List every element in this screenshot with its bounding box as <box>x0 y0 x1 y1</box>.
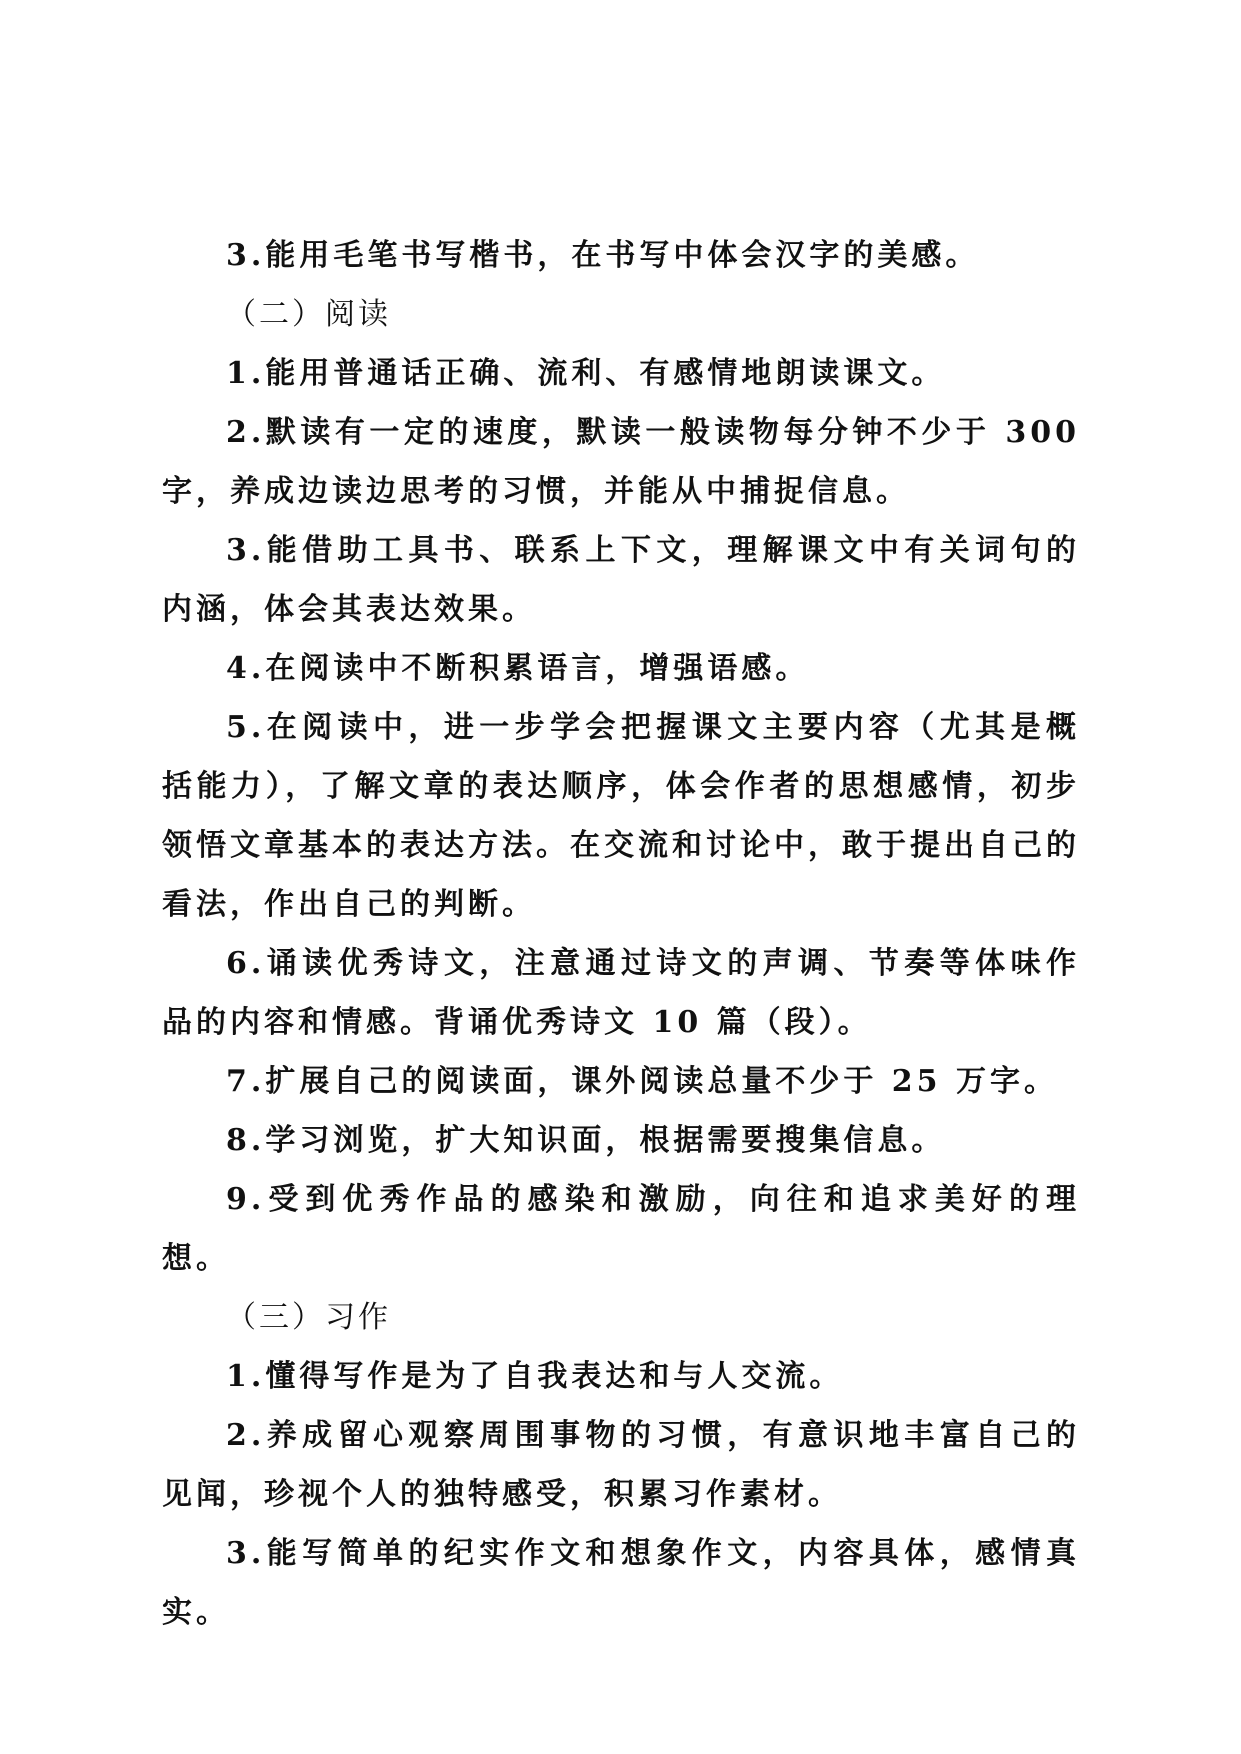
paragraph-extracurricular-reading: 7.扩展自己的阅读面，课外阅读总量不少于 25 万字。 <box>226 1064 1058 1099</box>
paragraph-inspiration: 9.受到优秀作品的感染和激励，向往和追求美好的理想。 <box>162 1182 1080 1276</box>
document-body <box>162 226 1080 1642</box>
paragraph-main-content: 5.在阅读中，进一步学会把握课文主要内容（尤其是概括能力），了解文章的表达顺序，体会作者的思想感情，初步领悟文章基本的表达方法。在交流和讨论中，敢于提出自己的看法，作出自己的判断。 <box>162 710 1080 922</box>
paragraph-observation-habit: 2.养成留心观察周围事物的习惯，有意识地丰富自己的见闻，珍视个人的独特感受，积累习作素材。 <box>162 1418 1080 1512</box>
paragraph-language-accumulation: 4.在阅读中不断积累语言，增强语感。 <box>226 651 810 686</box>
paragraph-calligraphy: 3.能用毛笔书写楷书，在书写中体会汉字的美感。 <box>226 238 980 273</box>
paragraph-writing-purpose: 1.懂得写作是为了自我表达和与人交流。 <box>226 1359 844 1394</box>
paragraph-read-aloud: 1.能用普通话正确、流利、有感情地朗读课文。 <box>226 356 946 391</box>
paragraph-simple-compositions: 3.能写简单的纪实作文和想象作文，内容具体，感情真实。 <box>162 1536 1080 1630</box>
paragraph-reference-tools: 3.能借助工具书、联系上下文，理解课文中有关词句的内涵，体会其表达效果。 <box>162 533 1080 627</box>
section-heading-writing: （三）习作 <box>226 1300 391 1335</box>
section-heading-reading: （二）阅读 <box>226 297 391 332</box>
paragraph-silent-reading: 2.默读有一定的速度，默读一般读物每分钟不少于 300 字，养成边读边思考的习惯，并能从中捕捉信息。 <box>162 415 1080 509</box>
paragraph-browsing: 8.学习浏览，扩大知识面，根据需要搜集信息。 <box>226 1123 946 1158</box>
paragraph-poetry-recitation: 6.诵读优秀诗文，注意通过诗文的声调、节奏等体味作品的内容和情感。背诵优秀诗文 10 篇（段）。 <box>162 946 1080 1040</box>
